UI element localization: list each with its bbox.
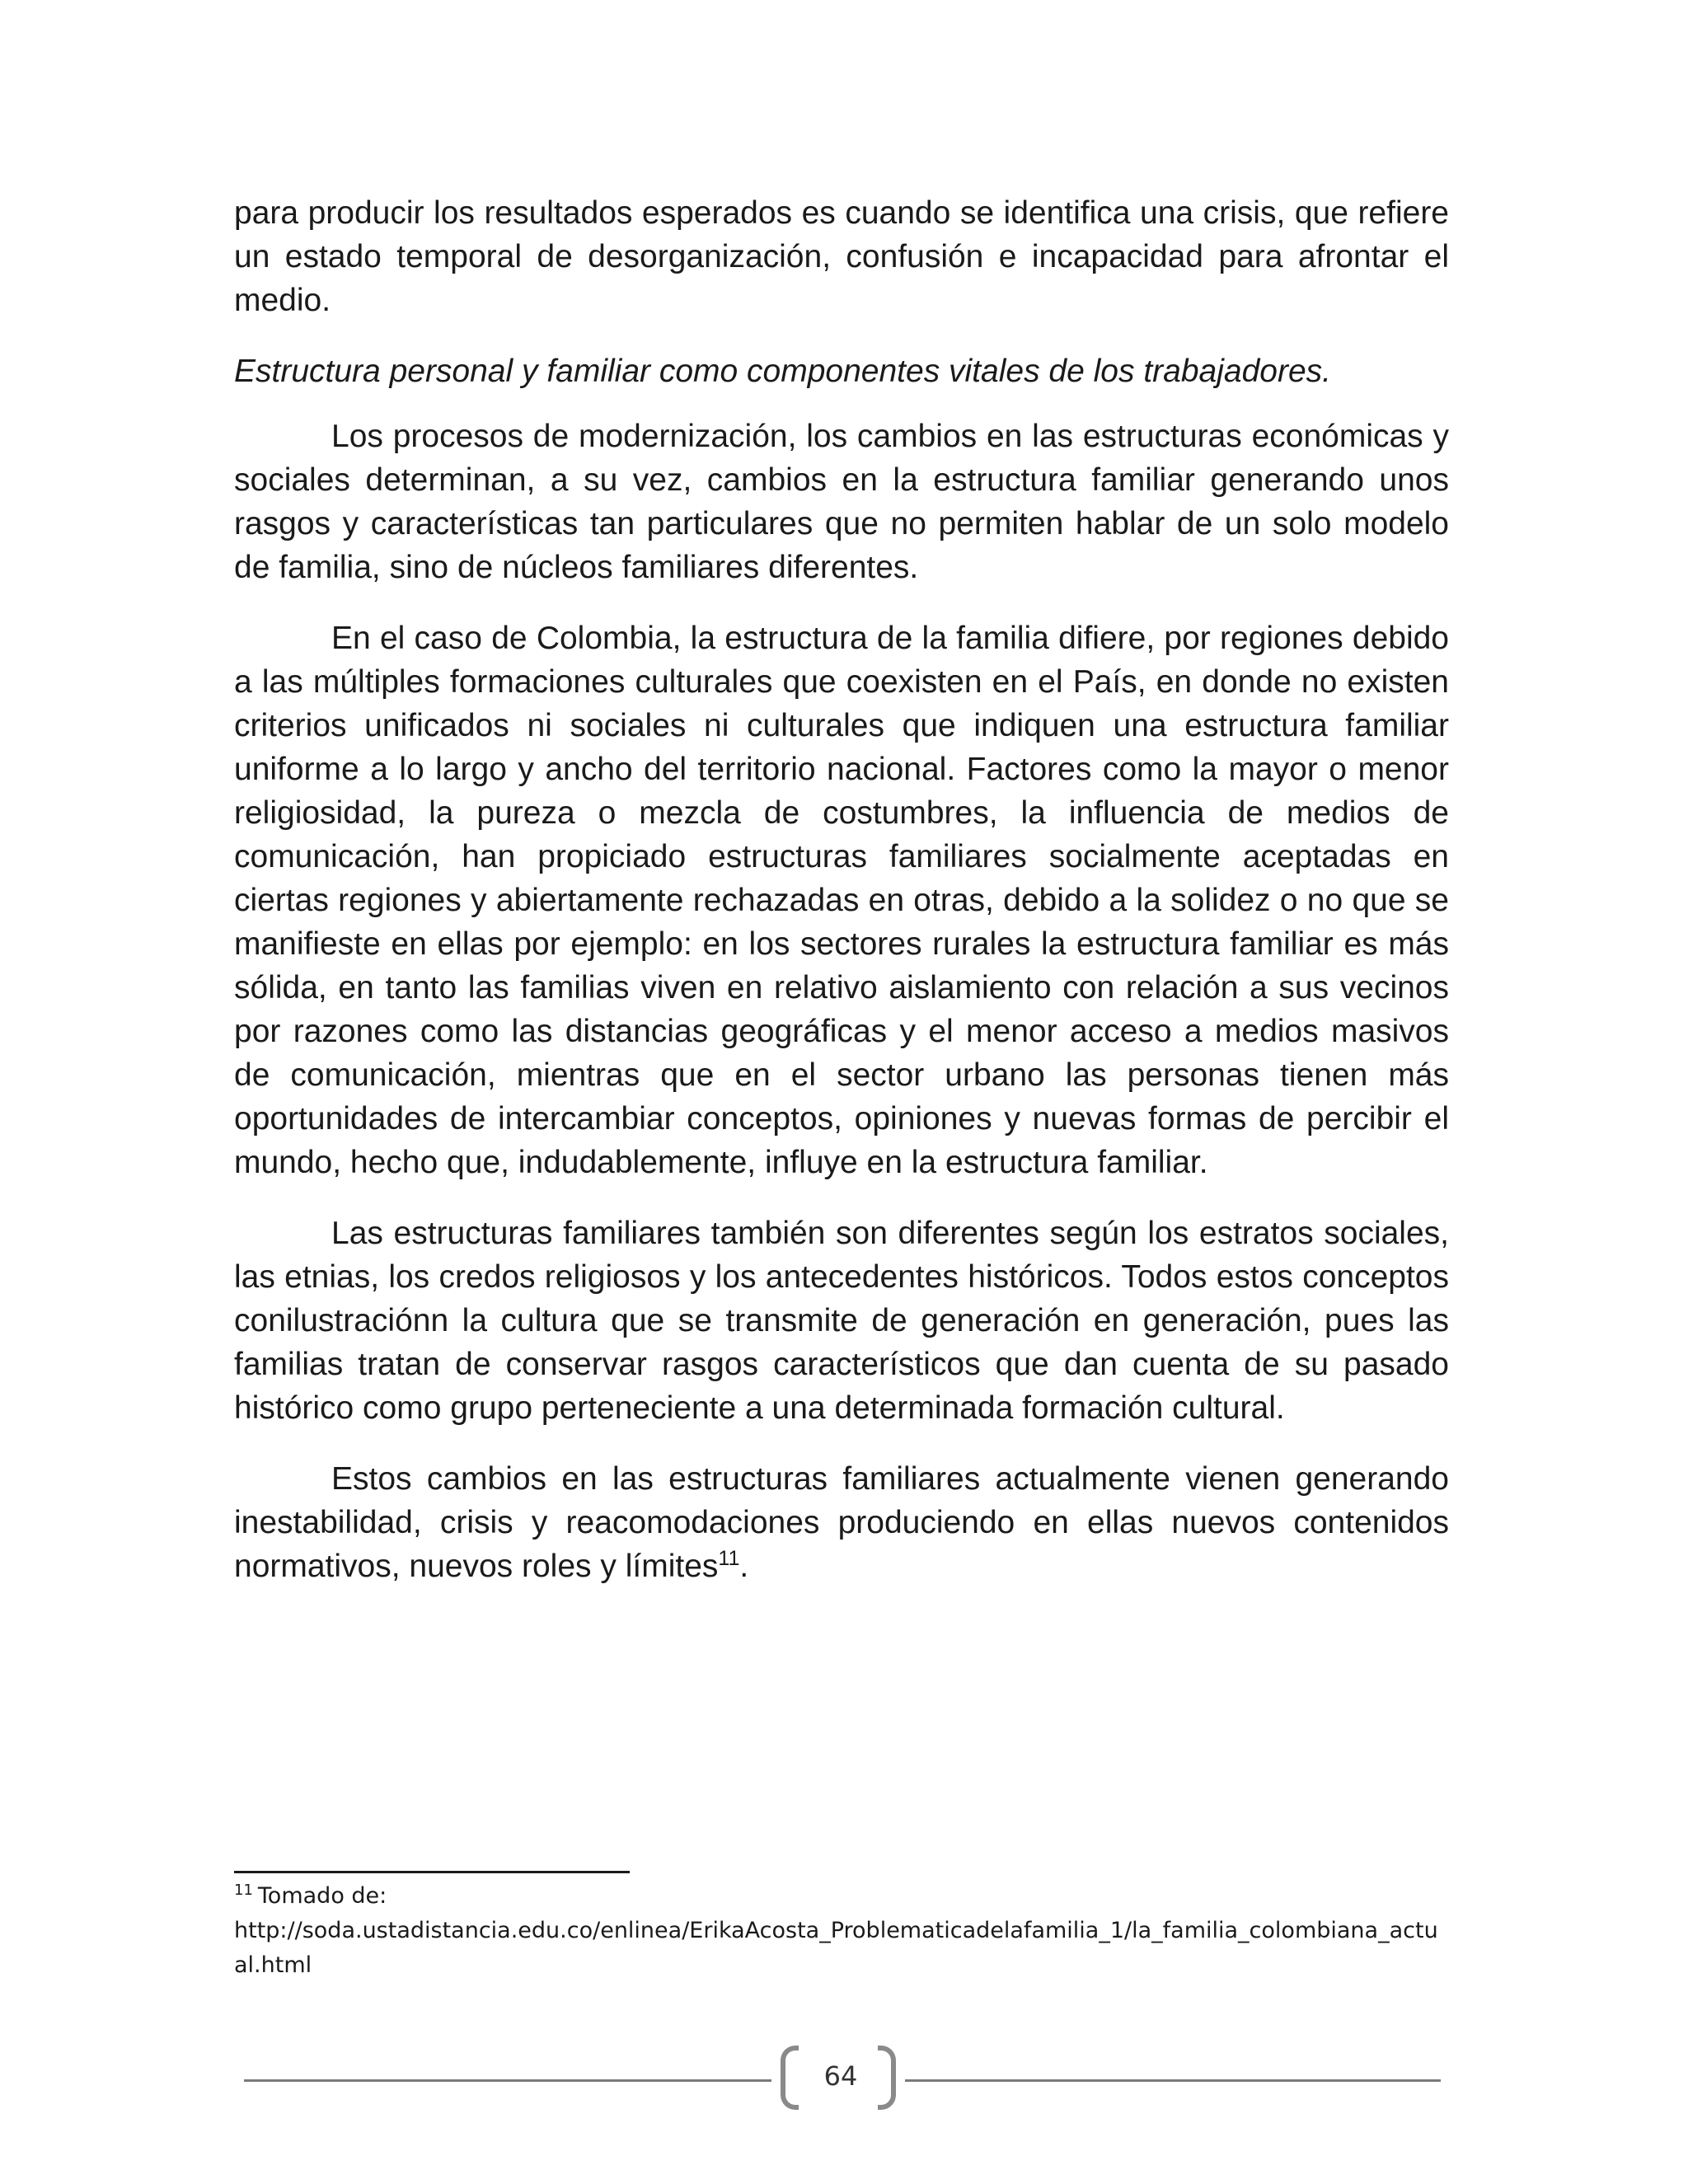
- footnote-url: http://soda.ustadistancia.edu.co/enlinea/ErikaAcosta_Problematicadelafamilia_1/la_familia_colombiana_actual.html: [234, 1918, 1438, 1978]
- right-brace-ornament: [878, 2046, 896, 2110]
- paragraph-colombia: En el caso de Colombia, la estructura de la familia difiere, por regiones debido a las múltiples formaciones culturales que coexisten en el País, en donde no existen criterios unificados ni sociales ni culturales que indiquen una estructura familiar uniforme a lo largo y ancho del territorio nacional. Factores como la mayor o menor religiosidad, la pureza o mezcla de costumbres, la influencia de medios de comunicación, han propiciado estructuras familiares socialmente aceptadas en ciertas regiones y abiertamente rechazadas en otras, debido a la solidez o no que se manifieste en ellas por ejemplo: en los sectores rurales la estructura familiar es más sólida, en tanto las familias viven en relativo aislamiento con relación a sus vecinos por razones como las distancias geográficas y el menor acceso a medios masivos de comunicación, mientras que en el sector urbano las personas tienen más oportunidades de intercambiar conceptos, opiniones y nuevas formas de percibir el mundo, hecho que, indudablemente, influye en la estructura familiar.: [234, 621, 1449, 1180]
- paragraph-continuation: para producir los resultados esperados es cuando se identifica una crisis, que refiere un estado temporal de desorganización, confusión e incapacidad para afrontar el medio.: [234, 195, 1449, 318]
- footnote-label-line: [234, 1879, 1449, 1914]
- paragraph-structures: Las estructuras familiares también son diferentes según los estratos sociales, las etnias, los credos religiosos y los antecedentes históricos. Todos estos conceptos conilustraciónn la cultura que se transmite de generación en generación, pues las familias tratan de conservar rasgos característicos que dan cuenta de su pasado histórico como grupo perteneciente a una determinada formación cultural.: [234, 1216, 1449, 1426]
- footnote: [234, 1879, 1449, 1983]
- footer-rule-right: [905, 2079, 1441, 2082]
- closing-period: .: [739, 1549, 749, 1584]
- footer-rule-left: [244, 2079, 771, 2082]
- body-text: [234, 191, 1449, 1615]
- footnote-reference: 11: [718, 1547, 740, 1570]
- page-number: 64: [823, 2060, 858, 2092]
- section-heading: Estructura personal y familiar como componentes vitales de los trabajadores.: [234, 354, 1331, 389]
- paragraph-changes-text: Estos cambios en las estructuras familiares actualmente vienen generando inestabilidad, crisis y reacomodaciones produciendo en ellas nuevos contenidos normativos, nuevos roles y límites: [234, 1461, 1449, 1584]
- paragraph-changes: [234, 1457, 1449, 1588]
- footnote-separator: [234, 1871, 630, 1873]
- footnote-label: Tomado de:: [257, 1883, 387, 1909]
- footnote-number: 11: [234, 1882, 253, 1899]
- paragraph-modernization: Los procesos de modernización, los cambios en las estructuras económicas y sociales determinan, a su vez, cambios en la estructura familiar generando unos rasgos y características tan particulares que no permiten hablar de un solo modelo de familia, sino de núcleos familiares diferentes.: [234, 419, 1449, 585]
